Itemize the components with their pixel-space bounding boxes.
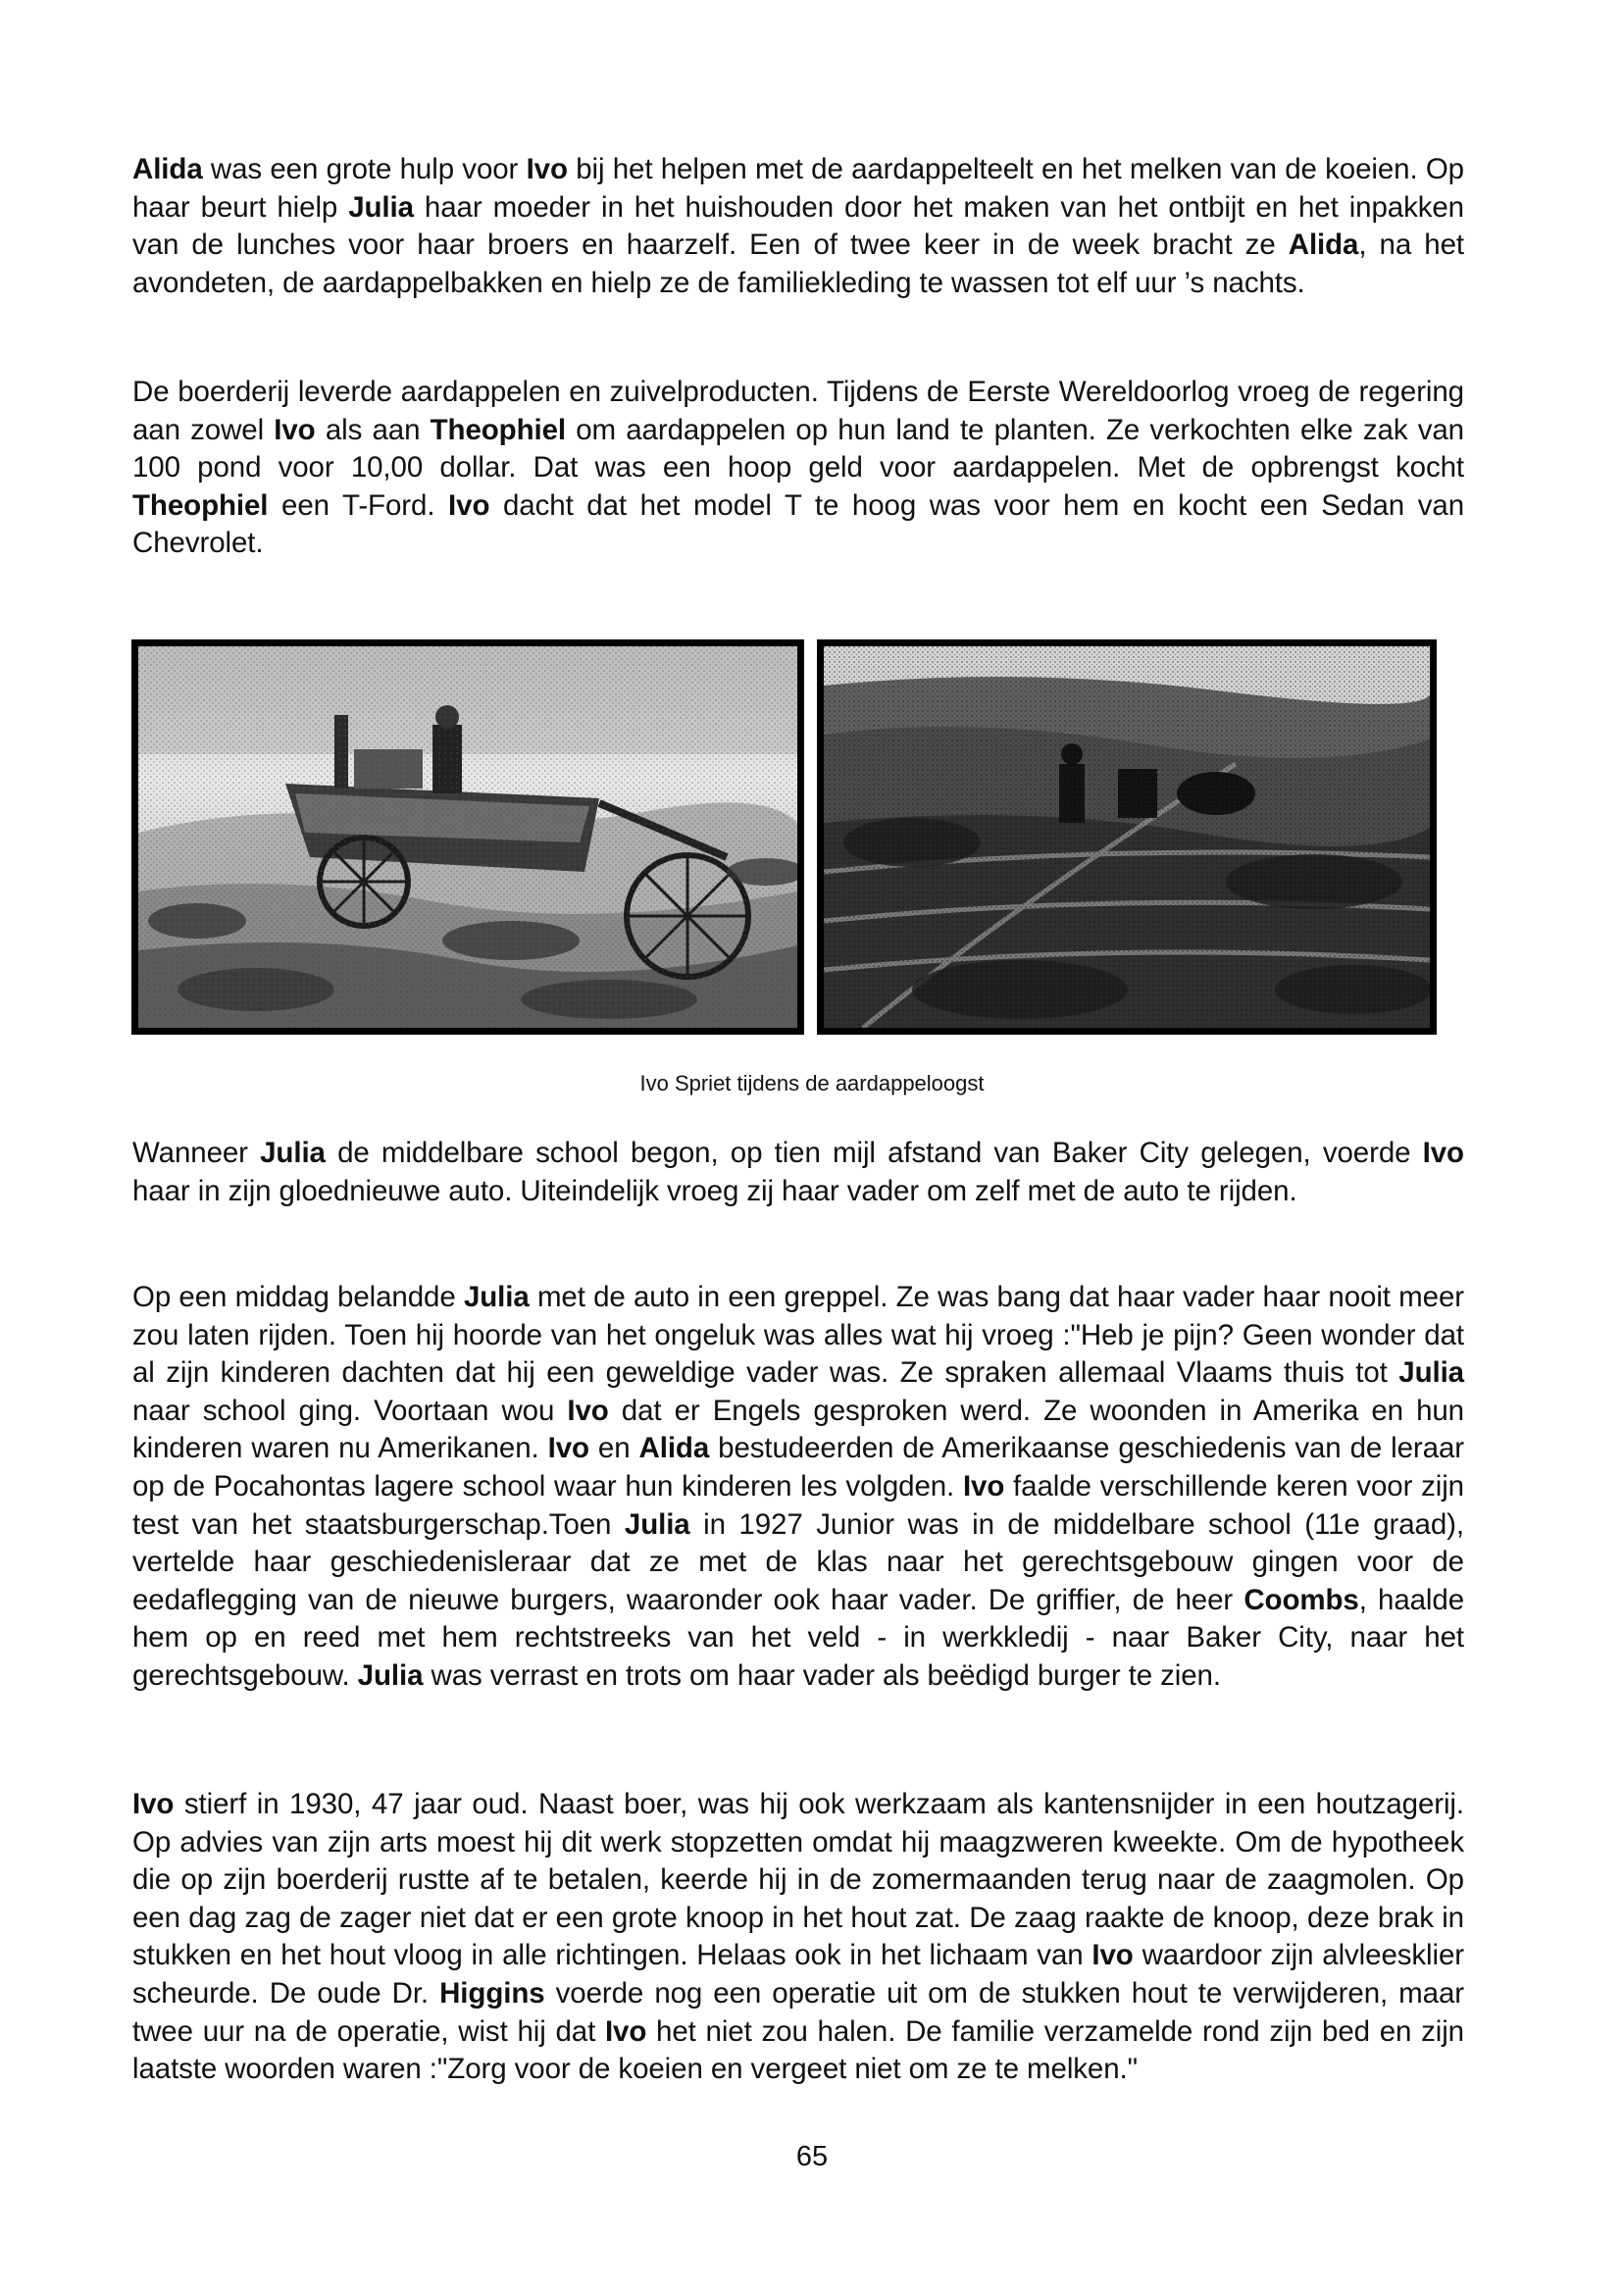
text-segment: haar moeder in het huishouden door het maken van het ontbijt en het inpakken van de lunches voor haar broers en haarzelf. Een of twee keer in de week bracht ze	[132, 190, 1464, 262]
text-segment: met de auto in een greppel. Ze was bang dat haar vader haar nooit meer zou laten rijden. Toen hij hoorde van het ongeluk was alles wat hij vroeg :"Heb je pijn? Geen wonder dat al zijn kinderen dachten dat hij een geweldige vader was. Ze spraken allemaal Vlaams thuis tot	[132, 1281, 1464, 1390]
text-segment: , na het avondeten, de aardappelbakken en hielp ze de familiekleding te wassen tot elf uur ’s nachts.	[132, 229, 1464, 299]
text-segment: haar in zijn gloednieuwe auto. Uiteindelijk vroeg zij haar vader om zelf met de auto te rijden.	[132, 1174, 1297, 1207]
text-segment: faalde verschillende keren voor zijn test van het staatsburgerschap.Toen	[132, 1469, 1464, 1541]
text-segment: en	[588, 1432, 639, 1465]
bold-name: Theophiel	[430, 413, 567, 446]
text-segment: Wanneer	[132, 1137, 261, 1169]
bold-name: Ivo	[604, 2014, 647, 2048]
bold-name: Ivo	[526, 153, 568, 185]
paragraph-5	[132, 1786, 1464, 2089]
text-segment: was een grote hulp voor	[202, 153, 527, 185]
text-segment: dacht dat het model T te hoog was voor hem en kocht een Sedan van Chevrolet.	[132, 488, 1464, 560]
bold-name: Julia	[463, 1281, 530, 1313]
photo-caption: Ivo Spriet tijdens de aardappeloogst	[639, 1071, 985, 1095]
text-segment: stierf in 1930, 47 jaar oud. Naast boer, was hij ook werkzaam als kantensnijder in een houtzagerij. Op advies van zijn arts moest hij dit werk stopzetten omdat hij maagzweren kweekte. Om de hypotheek die op zijn boerderij rustte af te betalen, keerde hij in de zomermaanden terug naar de zaagmolen. Op een dag zag de zager niet dat er een grote knoop in het hout zat. De zaag raakte de knoop, deze brak in stukken en het hout vloog in alle richtingen. Helaas ook in het lichaam van	[132, 1788, 1464, 1972]
page-number: 65	[795, 2141, 829, 2172]
bold-name: Alida	[638, 1432, 710, 1465]
text-segment: voerde nog een operatie uit om de stukken hout te verwijderen, maar twee uur na de operatie, wist hij dat	[132, 1976, 1464, 2048]
paragraph-3	[132, 1135, 1464, 1210]
paragraph-4	[132, 1279, 1464, 1696]
paragraph-1	[132, 151, 1464, 302]
text-segment: bestudeerden de Amerikaanse geschiedenis van de leraar op de Pocahontas lagere school waar hun kinderen les volgden.	[132, 1432, 1464, 1502]
text-segment: De boerderij leverde aardappelen en zuivelproducten. Tijdens de Eerste Wereldoorlog vroeg de regering aan zowel	[132, 376, 1464, 446]
text-segment: het niet zou halen. De familie verzamelde rond zijn bed en zijn laatste woorden waren :"Zorg voor de koeien en vergeet niet om ze te melken."	[132, 2014, 1464, 2086]
text-segment: , haalde hem op en reed met hem rechtstreeks van het veld - in werkkledij - naar Baker City, naar het gerechtsgebouw.	[132, 1583, 1464, 1692]
bold-name: Julia	[624, 1507, 690, 1541]
bold-name: Alida	[1288, 229, 1359, 262]
text-segment: waardoor zijn alvleesklier scheurde. De oude Dr.	[132, 1939, 1464, 2010]
text-segment: was verrast en trots om haar vader als beëdigd burger te zien.	[423, 1658, 1221, 1692]
text-segment: bij het helpen met de aardappelteelt en het melken van de koeien. Op haar beurt hielp	[132, 153, 1464, 224]
bold-name: Higgins	[439, 1976, 545, 2010]
bold-name: Julia	[1398, 1356, 1464, 1390]
bold-name: Alida	[132, 153, 203, 185]
text-segment: dat er Engels gesproken werd. Ze woonden in Amerika en hun kinderen waren nu Amerikanen.	[132, 1394, 1464, 1465]
text-segment: Op een middag belandde	[132, 1281, 464, 1313]
text-segment: de middelbare school begon, op tien mijl afstand van Baker City gelegen, voerde	[325, 1137, 1423, 1169]
bold-name: Ivo	[547, 1432, 589, 1465]
photo-potato-field-workers	[817, 639, 1437, 1035]
bold-name: Ivo	[1422, 1137, 1464, 1169]
bold-name: Julia	[357, 1658, 424, 1692]
bold-name: Ivo	[962, 1469, 1005, 1502]
photo-potato-harvest-wagon	[131, 639, 804, 1035]
bold-name: Julia	[348, 190, 414, 224]
bold-name: Ivo	[1091, 1939, 1134, 1972]
text-segment: om aardappelen op hun land te planten. Ze verkochten elke zak van 100 pond voor 10,00 dollar. Dat was een hoop geld voor aardappelen. Met de opbrengst kocht	[132, 413, 1464, 484]
bold-name: Ivo	[132, 1788, 175, 1820]
bold-name: Julia	[260, 1137, 326, 1169]
bold-name: Ivo	[448, 488, 490, 522]
paragraph-2	[132, 374, 1464, 563]
text-segment: als aan	[315, 413, 431, 446]
bold-name: Theophiel	[132, 488, 269, 522]
wagon-photo-image	[138, 646, 797, 1028]
bold-name: Ivo	[274, 413, 316, 446]
text-segment: een T-Ford.	[268, 488, 449, 522]
text-segment: naar school ging. Voortaan wou	[132, 1394, 568, 1427]
field-photo-image	[824, 646, 1430, 1028]
text-segment: in 1927 Junior was in de middelbare school (11e graad), vertelde haar geschiedenisleraar dat ze met de klas naar het gerechtsgebouw gingen voor de eedaflegging van de nieuwe burgers, waaronder ook haar vader. De griffier, de heer	[132, 1507, 1464, 1616]
bold-name: Coombs	[1243, 1583, 1359, 1616]
bold-name: Ivo	[567, 1394, 609, 1427]
